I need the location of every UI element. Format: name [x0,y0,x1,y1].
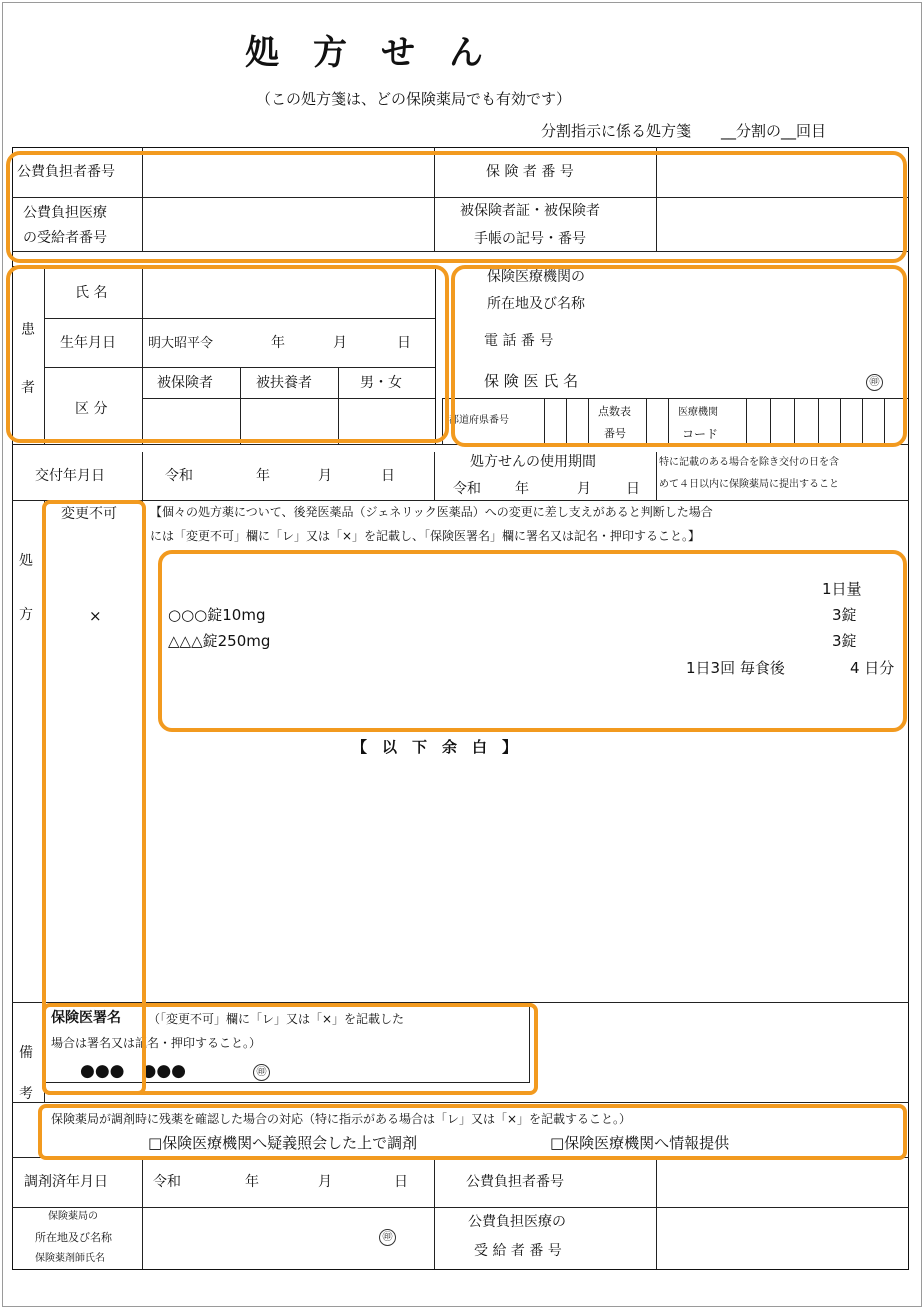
rule [338,367,339,444]
prescription-section-label: 処 [19,553,33,569]
rule [746,398,747,444]
year-unit: 年 [271,335,285,351]
pharmacy-label: 保険薬局の [48,1211,98,1222]
drug-dose: 3錠 [832,632,857,650]
rule [435,266,436,444]
form-subtitle: （この処方箋は、どの保険薬局でも有効です） [256,90,572,108]
pharmacy-label: 所在地及び名称 [35,1231,112,1244]
rule [794,398,795,444]
rule [442,398,908,399]
validity-month-unit: 月 [577,481,591,497]
rule [12,1002,909,1003]
rule [646,398,647,444]
end-mark: 【 以 下 余 白 】 [352,738,518,756]
seal-icon: ㊞ [253,1064,270,1081]
insured-card-label: 手帳の記号・番号 [474,231,586,247]
month-unit: 月 [333,335,347,351]
generic-instruction: 【個々の処方薬について、後発医薬品（ジェネリック医薬品）への変更に差し支えがあると判断した場合 [150,505,713,519]
prefecture-number-label: 都道府県番号 [449,415,509,426]
issue-era: 令和 [165,468,193,484]
sex-label: 男・女 [360,375,402,391]
institution-code-label: コード [682,427,719,441]
public-recipient-label: の受給者番号 [23,230,107,246]
validity-year-unit: 年 [515,481,529,497]
rule [12,1207,909,1208]
rule [12,1157,909,1158]
institution-location-label: 保険医療機関の [487,269,585,285]
dob-label: 生年月日 [60,335,116,351]
phone-label: 電 話 番 号 [484,333,554,349]
dispensed-date-label: 調剤済年月日 [24,1174,108,1190]
rule [656,1157,657,1269]
validity-era: 令和 [453,481,481,497]
insurer-number-field[interactable] [657,148,908,197]
daily-dose-header: 1日量 [822,580,862,598]
rule [12,444,909,445]
leftover-option-info[interactable]: □保険医療機関へ情報提供 [550,1134,730,1152]
rule [12,1102,909,1103]
prescription-section-label: 方 [19,607,33,623]
drug-dose: 3錠 [832,606,857,624]
dispensed-month-unit: 月 [318,1174,332,1190]
public-payer-number-label: 公費負担者番号 [17,164,115,180]
split-instruction: 分割指示に係る処方箋 __分割の__回目 [541,122,827,140]
remarks-section-label: 備 [19,1045,33,1061]
rule [434,147,435,252]
rule [668,398,669,444]
public-recipient-label: 公費負担医療 [23,205,107,221]
rule [44,500,45,1002]
day-unit: 日 [397,335,411,351]
pharmacy-label: 保険薬剤師氏名 [35,1253,105,1264]
rule [142,500,143,1002]
rule [818,398,819,444]
point-table-label: 点数表 [598,405,631,418]
validity-note: めて４日以内に保険薬局に提出すること [659,479,839,490]
drug-name: △△△錠250mg [168,632,271,650]
rule [12,251,909,252]
institution-code-label: 医療機関 [678,407,718,418]
era-options: 明大昭平令 [148,336,214,351]
signature-note: （「変更不可」欄に「レ」又は「×」を記載した [148,1012,405,1026]
rule [840,398,841,444]
form-title: 処 方 せ ん [245,33,483,73]
pharmacy-public-recipient-label: 公費負担医療の [468,1214,566,1230]
insured-label: 被保険者 [157,375,213,391]
rule [544,398,545,444]
validity-note: 特に記載のある場合を除き交付の日を含 [659,457,839,468]
pharmacy-public-payer-label: 公費負担者番号 [466,1174,564,1190]
seal-icon: ㊞ [866,374,883,391]
doctor-name-label: 保 険 医 氏 名 [484,372,579,390]
signature-note: 場合は署名又は記名・押印すること。） [51,1036,262,1050]
rule [142,1157,143,1269]
issue-date-label: 交付年月日 [35,468,105,484]
rule [566,398,567,444]
rule [12,197,909,198]
patient-name-field[interactable] [143,267,435,318]
pharmacy-public-recipient-label: 受 給 者 番 号 [474,1243,562,1259]
rule [44,1082,530,1083]
doctor-signature-label: 保険医署名 [51,1010,121,1026]
insured-card-label: 被保険者証・被保険者 [460,203,600,219]
issue-month-unit: 月 [318,468,332,484]
point-table-label: 番号 [604,427,626,440]
insurer-number-label: 保 険 者 番 号 [486,164,574,180]
rule [442,398,443,444]
rule [240,367,241,444]
validity-day-unit: 日 [626,481,640,497]
rule [529,1002,530,1082]
rule [142,398,436,399]
remarks-section-label: 考 [19,1086,33,1102]
rule [588,398,589,444]
rule [44,318,436,319]
rule [884,398,885,444]
public-payer-number-field[interactable] [143,148,434,197]
rule [44,1002,45,1102]
drug-name: ○○○錠10mg [168,606,266,624]
patient-section-label: 患 [21,322,35,338]
rule [770,398,771,444]
dependent-label: 被扶養者 [256,375,312,391]
no-change-mark[interactable]: × [89,607,102,625]
duration: 4 日分 [850,659,895,677]
usage-instruction: 1日3回 毎食後 [686,659,785,677]
rule [142,452,143,500]
rule [656,452,657,500]
category-label: 区 分 [75,401,108,417]
rule [862,398,863,444]
seal-icon: ㊞ [379,1229,396,1246]
issue-year-unit: 年 [256,468,270,484]
dispensed-era: 令和 [153,1174,181,1190]
rule [12,1269,909,1270]
leftover-note: 保険薬局が調剤時に残薬を確認した場合の対応（特に指示がある場合は「レ」又は「×」を記載すること。） [51,1112,632,1126]
validity-label: 処方せんの使用期間 [470,454,596,470]
issue-day-unit: 日 [381,468,395,484]
rule [434,1157,435,1269]
generic-instruction: には「変更不可」欄に「レ」又は「×」を記載し、「保険医署名」欄に署名又は記名・押印すること。】 [150,529,701,543]
doctor-signature-value[interactable]: ●●● ●●● [80,1061,187,1081]
patient-section-label: 者 [21,380,35,396]
dispensed-day-unit: 日 [394,1174,408,1190]
institution-location-label: 所在地及び名称 [487,296,585,312]
leftover-option-inquiry[interactable]: □保険医療機関へ疑義照会した上で調剤 [148,1134,418,1152]
name-label: 氏 名 [75,285,108,301]
rule [12,500,909,501]
rule [434,452,435,500]
rule [44,266,45,444]
no-change-label: 変更不可 [61,506,117,522]
dispensed-year-unit: 年 [245,1174,259,1190]
